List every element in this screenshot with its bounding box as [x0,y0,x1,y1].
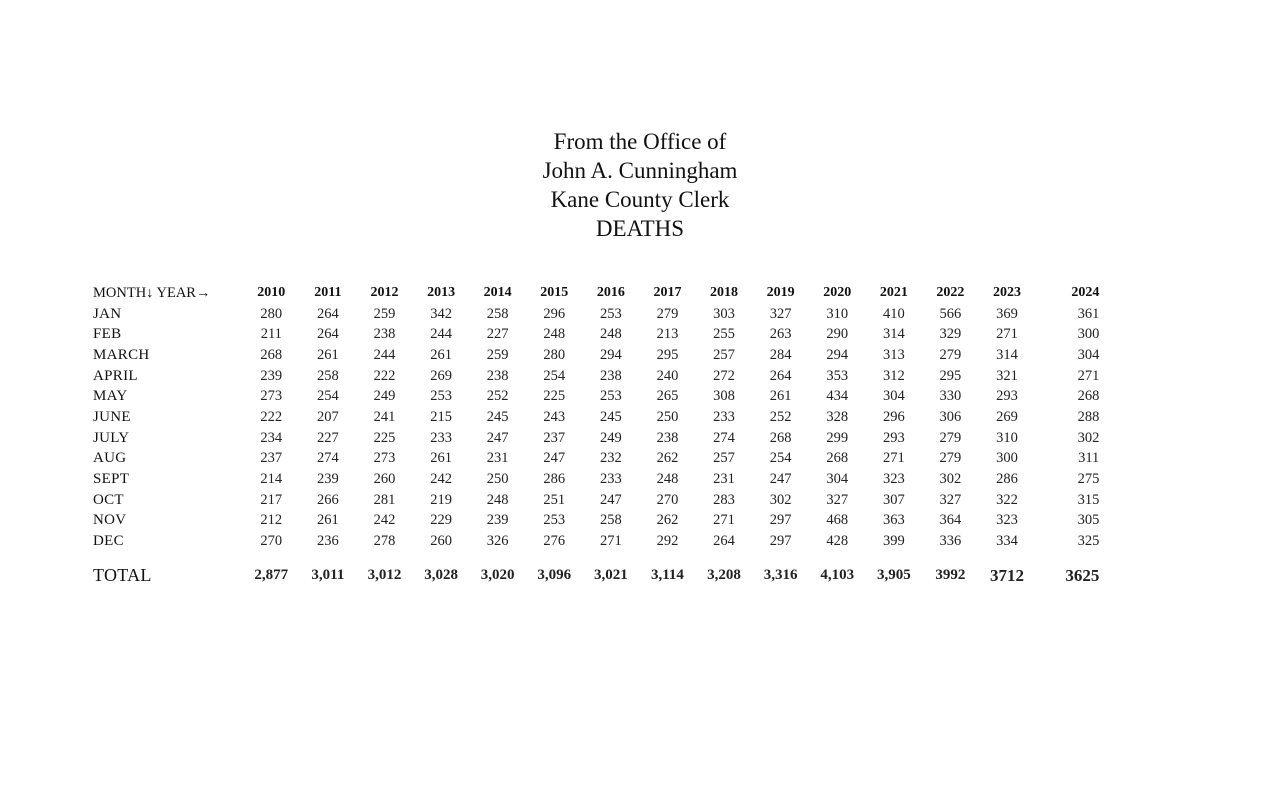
total-cell: 4,103 [820,567,855,584]
table-cell: 212 [260,512,283,529]
table-cell: 262 [656,450,679,467]
table-row [93,386,1099,407]
table-cell: 306 [939,408,962,425]
table-cell: 329 [939,326,962,343]
month-label: JUNE [93,408,131,425]
month-label: OCT [93,491,124,508]
table-cell: 279 [939,346,962,363]
table-cell: 213 [656,326,679,343]
table-cell: 268 [260,346,283,363]
table-cell: 302 [1077,429,1100,446]
table-cell: 269 [430,367,452,384]
table-cell: 276 [543,533,566,550]
table-cell: 253 [430,388,452,405]
month-label: APRIL [93,367,138,384]
table-cell: 292 [656,533,679,550]
table-cell: 239 [317,471,339,488]
table-cell: 237 [543,429,566,446]
table-cell: 271 [996,326,1018,343]
header-office-line: From the Office of [553,129,727,154]
deaths-table [93,283,1099,594]
table-cell: 244 [373,346,396,363]
table-row [93,490,1099,511]
table-cell: 211 [260,326,282,343]
table-cell: 248 [656,471,679,488]
total-row [93,552,1099,594]
table-cell: 253 [543,512,566,529]
table-cell: 330 [939,388,962,405]
table-cell: 312 [882,367,905,384]
table-cell: 261 [769,388,792,405]
table-cell: 217 [260,491,283,508]
table-cell: 299 [826,429,849,446]
year-header: 2018 [710,285,739,301]
table-cell: 353 [826,367,849,384]
corner-label: MONTH↓ YEAR→ [93,284,211,301]
table-cell: 310 [826,305,849,322]
table-cell: 272 [713,367,735,384]
table-header-row [93,283,1099,304]
table-cell: 245 [486,408,509,425]
header-report-title: DEATHS [595,216,685,241]
table-cell: 281 [373,491,396,508]
table-cell: 327 [826,491,849,508]
year-header: 2013 [427,285,456,301]
total-cell: 3,208 [707,567,741,584]
table-cell: 271 [599,533,622,550]
year-header: 2022 [936,285,965,301]
table-cell: 275 [1077,471,1100,488]
total-cell: 3,021 [593,567,628,584]
table-cell: 253 [599,305,622,322]
table-cell: 214 [260,471,283,488]
table-row [93,324,1099,345]
table-cell: 241 [373,408,396,425]
total-cell: 3625 [1065,565,1100,585]
table-cell: 270 [656,491,679,508]
table-cell: 257 [713,450,735,467]
table-cell: 294 [599,346,622,363]
table-cell: 336 [939,533,962,550]
table-cell: 274 [317,450,339,467]
table-cell: 304 [826,471,849,488]
table-cell: 273 [373,450,396,467]
table-cell: 239 [260,367,283,384]
table-cell: 264 [317,326,339,343]
table-cell: 249 [599,429,622,446]
table-cell: 242 [373,512,396,529]
table-cell: 247 [486,429,509,446]
table-row [93,407,1099,428]
table-cell: 238 [656,429,679,446]
table-cell: 293 [996,388,1018,405]
table-cell: 252 [486,388,509,405]
table-cell: 271 [713,512,735,529]
year-header: 2010 [257,285,286,301]
table-cell: 233 [713,408,735,425]
table-cell: 233 [430,429,452,446]
total-cell: 3,096 [537,567,572,584]
table-cell: 232 [599,450,622,467]
table-row [93,345,1099,366]
table-cell: 245 [599,408,622,425]
total-cell: 3992 [935,567,966,584]
table-cell: 323 [882,471,905,488]
table-cell: 327 [769,305,792,322]
table-cell: 258 [317,367,339,384]
table-cell: 254 [769,450,792,467]
table-cell: 258 [599,512,622,529]
table-cell: 434 [826,388,849,405]
table-cell: 225 [543,388,566,405]
table-row [93,511,1099,532]
table-cell: 242 [430,471,452,488]
table-cell: 236 [317,533,339,550]
table-cell: 248 [486,491,509,508]
table-cell: 279 [939,429,962,446]
month-label: JULY [93,429,130,446]
table-row [93,469,1099,490]
table-cell: 219 [430,491,452,508]
table-cell: 255 [713,326,735,343]
month-label: AUG [93,450,127,467]
table-cell: 238 [599,367,622,384]
table-cell: 248 [599,326,622,343]
table-cell: 252 [769,408,792,425]
table-cell: 326 [486,533,509,550]
total-cell: 3,011 [311,567,345,584]
table-cell: 222 [373,367,396,384]
table-cell: 240 [656,367,679,384]
table-cell: 270 [260,533,283,550]
table-cell: 361 [1077,305,1100,322]
table-cell: 239 [486,512,509,529]
header-clerk-title: Kane County Clerk [550,187,730,212]
table-cell: 249 [373,388,396,405]
table-cell: 307 [882,491,905,508]
table-cell: 273 [260,388,283,405]
table-cell: 280 [260,305,283,322]
table-cell: 266 [317,491,339,508]
total-cell: 3,114 [650,567,684,584]
table-cell: 231 [486,450,509,467]
year-header: 2016 [596,285,625,301]
table-cell: 262 [656,512,679,529]
table-cell: 269 [996,408,1018,425]
total-cell: 3,028 [424,567,458,584]
table-cell: 297 [769,512,792,529]
table-cell: 257 [713,346,735,363]
table-cell: 321 [996,367,1018,384]
table-cell: 328 [826,408,849,425]
table-cell: 253 [599,388,622,405]
table-cell: 271 [882,450,905,467]
table-cell: 264 [713,533,735,550]
table-cell: 234 [260,429,283,446]
table-body [93,304,1099,594]
year-header: 2014 [483,285,512,301]
table-cell: 294 [826,346,849,363]
total-cell: 3,905 [876,567,911,584]
table-cell: 279 [939,450,962,467]
table-cell: 303 [713,305,735,322]
table-cell: 227 [317,429,339,446]
table-cell: 250 [486,471,509,488]
month-label: MAY [93,388,128,405]
table-cell: 250 [656,408,679,425]
table-cell: 315 [1077,491,1100,508]
table-cell: 296 [882,408,905,425]
table-cell: 265 [656,388,679,405]
month-label: MARCH [93,346,150,363]
table-cell: 233 [599,471,622,488]
table-cell: 305 [1077,512,1100,529]
table-cell: 260 [373,471,396,488]
table-cell: 300 [996,450,1018,467]
year-header: 2017 [653,285,682,301]
year-header: 2023 [993,285,1022,301]
year-header: 2024 [1071,285,1100,301]
table-cell: 290 [826,326,849,343]
table-cell: 244 [430,326,452,343]
table-cell: 300 [1077,326,1100,343]
table-row [93,531,1099,552]
table-cell: 295 [939,367,962,384]
total-cell: 3,316 [763,567,798,584]
table-cell: 302 [769,491,792,508]
table-cell: 325 [1077,533,1100,550]
table-cell: 247 [769,471,792,488]
total-cell: 3,020 [480,567,515,584]
table-cell: 254 [317,388,339,405]
total-label: TOTAL [93,565,152,586]
total-cell: 3712 [990,565,1025,585]
table-cell: 231 [713,471,735,488]
header-clerk-name: John A. Cunningham [542,158,738,183]
table-cell: 323 [996,512,1018,529]
table-cell: 263 [769,326,792,343]
table-cell: 293 [882,429,905,446]
table-cell: 260 [430,533,452,550]
table-cell: 302 [939,471,962,488]
table-cell: 288 [1077,408,1100,425]
year-header: 2020 [823,285,852,301]
table-cell: 314 [882,326,905,343]
table-cell: 238 [486,367,509,384]
month-label: SEPT [93,471,130,488]
table-cell: 248 [543,326,566,343]
table-cell: 264 [317,305,339,322]
table-cell: 215 [430,408,452,425]
year-header: 2021 [879,285,908,301]
table-cell: 261 [317,346,339,363]
year-header: 2011 [314,285,342,301]
table-cell: 334 [996,533,1018,550]
total-cell: 3,012 [367,567,402,584]
table-cell: 264 [769,367,792,384]
table-cell: 314 [996,346,1018,363]
year-header: 2015 [540,285,569,301]
month-label: DEC [93,533,124,550]
table-cell: 304 [1077,346,1100,363]
table-cell: 207 [317,408,339,425]
table-cell: 295 [656,346,679,363]
table-row [93,366,1099,387]
table-cell: 254 [543,367,566,384]
document-header [440,127,840,243]
table-cell: 261 [430,450,452,467]
table-cell: 286 [543,471,566,488]
table-cell: 468 [826,512,849,529]
table-row [93,304,1099,325]
table-cell: 297 [769,533,792,550]
table-cell: 243 [543,408,566,425]
table-cell: 286 [996,471,1018,488]
table-cell: 308 [713,388,735,405]
table-cell: 238 [373,326,396,343]
table-cell: 247 [543,450,566,467]
table-cell: 284 [769,346,792,363]
table-cell: 369 [996,305,1018,322]
total-cell: 2,877 [254,567,289,584]
month-label: FEB [93,326,122,343]
table-cell: 410 [882,305,905,322]
table-cell: 222 [260,408,283,425]
table-cell: 271 [1077,367,1100,384]
table-cell: 268 [1077,388,1100,405]
table-row [93,449,1099,470]
table-cell: 227 [486,326,509,343]
table-cell: 566 [939,305,962,322]
table-cell: 279 [656,305,679,322]
year-header: 2012 [370,285,399,301]
table-cell: 274 [713,429,735,446]
table-cell: 304 [882,388,905,405]
table-cell: 258 [486,305,509,322]
table-cell: 268 [769,429,792,446]
table-cell: 363 [882,512,905,529]
table-cell: 310 [996,429,1018,446]
table-cell: 296 [543,305,566,322]
table-cell: 342 [430,305,452,322]
month-label: NOV [93,512,127,529]
table-cell: 261 [430,346,452,363]
table-cell: 251 [543,491,566,508]
table-cell: 259 [373,305,396,322]
table-cell: 327 [939,491,962,508]
table-row [93,428,1099,449]
table-cell: 247 [599,491,622,508]
table-cell: 259 [486,346,509,363]
table-cell: 237 [260,450,283,467]
table-cell: 268 [826,450,849,467]
month-label: JAN [93,305,122,322]
table-cell: 428 [826,533,849,550]
table-cell: 278 [373,533,396,550]
table-cell: 399 [882,533,905,550]
table-cell: 225 [373,429,396,446]
table-cell: 311 [1078,450,1100,467]
table-cell: 261 [317,512,339,529]
table-cell: 283 [713,491,735,508]
table-cell: 322 [996,491,1018,508]
table-cell: 364 [939,512,962,529]
table-cell: 229 [430,512,452,529]
year-header: 2019 [766,285,795,301]
table-cell: 313 [882,346,905,363]
table-cell: 280 [543,346,566,363]
